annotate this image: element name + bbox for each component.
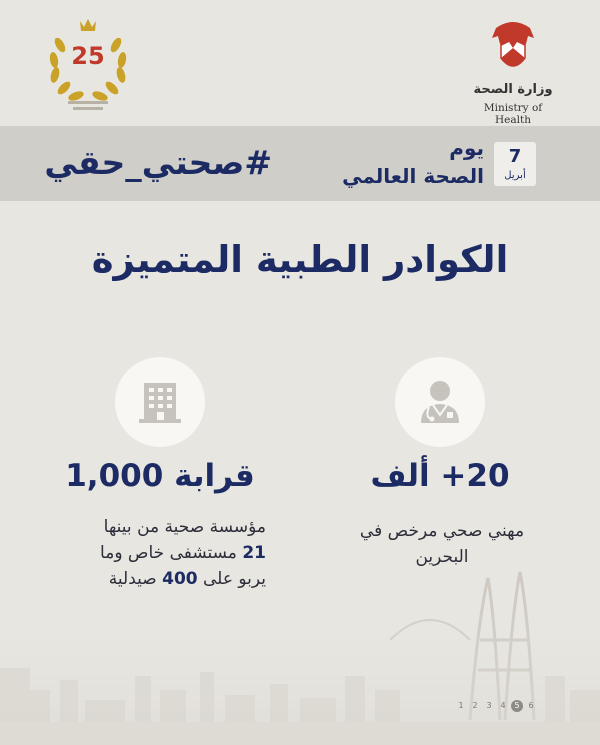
day-label: يوم	[449, 136, 484, 160]
ministry-name-english: Ministry of Health	[483, 102, 543, 126]
professionals-desc-line-2: البحرين	[415, 547, 469, 567]
pharmacies-count: 400	[162, 569, 198, 589]
pharmacies-text: صيدلية	[108, 569, 157, 589]
pharmacies-prefix: يربو على	[203, 569, 266, 589]
institutions-desc-line-3	[56, 566, 266, 592]
pager-dot-5[interactable]: 5	[511, 700, 523, 712]
professionals-desc-line-1: مهني صحي مرخص في	[359, 521, 525, 541]
institutions-desc-line-2	[56, 540, 266, 566]
pager-dot-4[interactable]: 4	[500, 701, 506, 710]
occasion-name: الصحة العالمي	[342, 164, 484, 188]
hospitals-count: 21	[242, 543, 266, 563]
institutions-icon-circle	[115, 357, 205, 447]
doctor-icon	[395, 357, 485, 447]
pager-dot-6[interactable]: 6	[528, 701, 534, 710]
institutions-count: قرابة 1,000	[65, 458, 255, 494]
pager-dot-3[interactable]: 3	[486, 701, 492, 710]
ministry-of-health-logo	[468, 18, 558, 126]
pager-dot-2[interactable]: 2	[472, 701, 478, 710]
professionals-description	[352, 518, 532, 570]
page-title: الكوادر الطبية المتميزة	[91, 238, 509, 281]
hospitals-text: مستشفى خاص وما	[100, 543, 237, 563]
bahrain-emblem-icon	[468, 18, 558, 80]
pager-dot-1[interactable]: 1	[458, 701, 464, 710]
ministry-name-arabic: وزارة الصحة	[473, 82, 553, 97]
date-badge	[494, 142, 536, 186]
professionals-count: 20+ ألف	[370, 458, 510, 494]
institutions-description	[56, 514, 266, 592]
date-month: أبريل	[504, 170, 526, 181]
anniversary-number: 25	[71, 42, 105, 70]
world-health-day-label	[304, 136, 484, 196]
building-icon	[115, 357, 205, 447]
professionals-icon-circle	[395, 357, 485, 447]
institutions-desc-line-1: مؤسسة صحية من بينها	[103, 517, 266, 537]
anniversary-logo	[40, 15, 136, 115]
hashtag: #صحتي_حقي	[44, 143, 272, 182]
date-day: 7	[508, 146, 522, 167]
